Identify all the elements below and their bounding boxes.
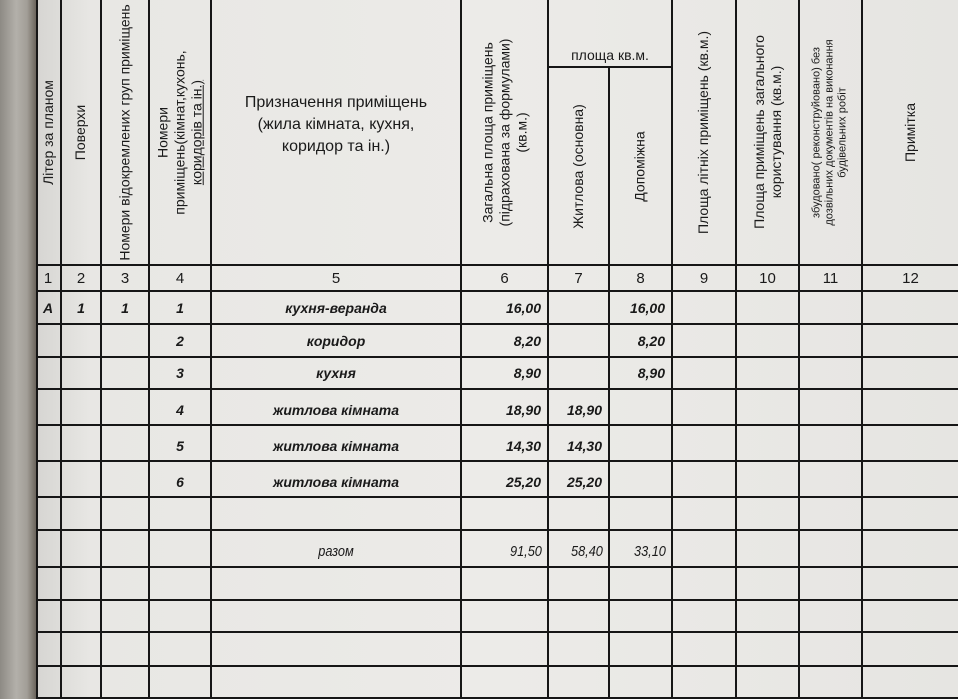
header-note: Примітка xyxy=(901,102,918,162)
cell-living-area: 18,90 xyxy=(566,402,602,418)
cell-group: 1 xyxy=(121,299,129,316)
header-unpermitted: збудовано( реконструйовано) без дозвільних документів на виконання будівельних робіт xyxy=(811,38,849,226)
header-room-numbers: Номери приміщень(кімнат,кухонь, коридорів та ін.) xyxy=(154,49,205,215)
cell-room-number: 2 xyxy=(176,332,184,349)
cell-purpose: кухня xyxy=(316,365,356,381)
header-group-numbers: Номери відокремлених груп приміщень xyxy=(116,3,133,261)
cell-total-area: 14,30 xyxy=(505,438,541,454)
cell-living-area: 25,20 xyxy=(566,474,602,490)
grid-line xyxy=(36,665,958,667)
column-number: 6 xyxy=(500,270,509,287)
cell-purpose: кухня-веранда xyxy=(285,299,387,316)
column-number: 8 xyxy=(636,270,645,287)
header-common-area: Площа приміщень загального користування (кв.м.) xyxy=(750,35,784,229)
cell-auxiliary-area xyxy=(610,432,671,460)
column-number: 3 xyxy=(120,270,130,287)
column-number: 5 xyxy=(331,270,341,287)
cell-auxiliary-area: 8,20 xyxy=(637,332,665,349)
cell-room-number: 3 xyxy=(176,365,184,381)
totals-label: разом xyxy=(318,542,354,560)
totals-living-area: 58,40 xyxy=(570,542,603,560)
cell-living-area xyxy=(549,292,608,323)
header-summer-area: Площа літніх приміщень (кв.м.) xyxy=(695,30,712,234)
column-number: 11 xyxy=(822,270,839,287)
header-area-group: площа кв.м. xyxy=(571,47,649,63)
grid-line xyxy=(36,424,958,426)
cell-living-area xyxy=(549,325,608,356)
cell-auxiliary-area xyxy=(610,468,671,496)
cell-total-area: 8,20 xyxy=(513,332,541,349)
column-number: 4 xyxy=(175,270,185,287)
totals-total-area: 91,50 xyxy=(509,542,542,560)
column-number: 9 xyxy=(699,270,709,287)
header-room-purpose: Призначення приміщень (жила кімната, кухня, коридор та ін.) xyxy=(244,94,428,155)
cell-purpose: житлова кімната xyxy=(273,474,399,490)
cell-room-number: 5 xyxy=(176,438,184,454)
grid-line xyxy=(36,599,958,601)
cell-floor: 1 xyxy=(77,299,85,316)
column-number: 12 xyxy=(902,270,919,287)
cell-living-area: 14,30 xyxy=(566,438,602,454)
totals-auxiliary-area: 33,10 xyxy=(633,542,666,560)
grid-line xyxy=(36,460,958,462)
cell-liter: А xyxy=(42,299,54,316)
cell-purpose: житлова кімната xyxy=(273,438,399,454)
column-number: 7 xyxy=(574,270,583,287)
cell-total-area: 18,90 xyxy=(505,402,541,418)
cell-room-number: 4 xyxy=(176,402,184,418)
grid-line xyxy=(36,631,958,633)
cell-purpose: коридор xyxy=(306,332,366,349)
grid-line xyxy=(36,496,958,498)
cell-living-area xyxy=(549,358,608,388)
header-floors: Поверхи xyxy=(72,104,89,160)
grid-line xyxy=(36,529,958,531)
cell-total-area: 16,00 xyxy=(505,299,541,316)
cell-total-area: 8,90 xyxy=(513,365,541,381)
book-binding xyxy=(0,0,36,699)
column-number: 2 xyxy=(76,270,86,287)
column-number: 1 xyxy=(43,270,53,287)
cell-auxiliary-area: 16,00 xyxy=(629,299,665,316)
header-living-area: Житлова (основна) xyxy=(570,103,587,229)
header-auxiliary-area: Допоміжна xyxy=(632,130,649,202)
cell-room-number: 1 xyxy=(176,299,184,316)
cell-purpose: житлова кімната xyxy=(273,402,399,418)
grid-line xyxy=(36,388,958,390)
cell-auxiliary-area xyxy=(610,396,671,424)
column-number: 10 xyxy=(759,270,776,287)
cell-room-number: 6 xyxy=(176,474,184,490)
grid-line xyxy=(36,566,958,568)
cell-total-area: 25,20 xyxy=(505,474,541,490)
header-total-area: Загальна площа приміщень (підрахована за формулами) (кв.м.) xyxy=(479,38,530,226)
grid-line xyxy=(36,264,958,266)
cell-auxiliary-area: 8,90 xyxy=(637,365,665,381)
header-liter: Літер за планом xyxy=(39,79,56,185)
